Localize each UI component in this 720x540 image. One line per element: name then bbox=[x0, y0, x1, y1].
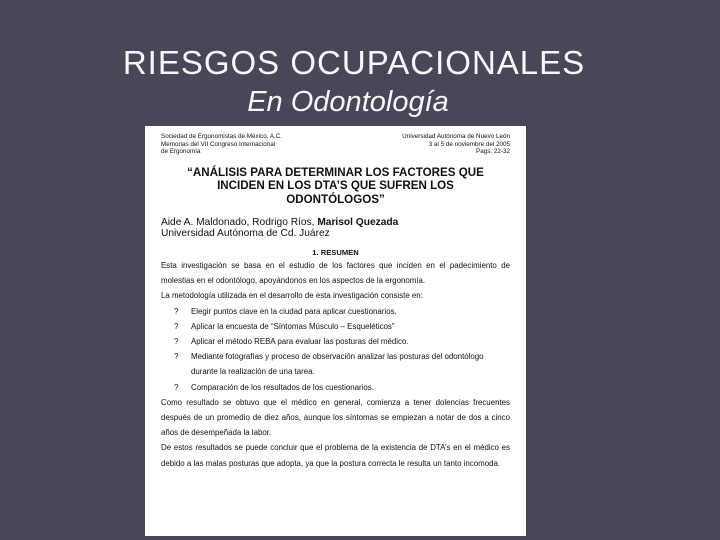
list-item bbox=[161, 380, 510, 395]
list-item-text: Comparación de los resultados de los cuestionarios. bbox=[191, 382, 374, 392]
list-item bbox=[161, 304, 510, 319]
authors-bold: Marisol Quezada bbox=[317, 217, 399, 228]
bullet-marker: ? bbox=[174, 306, 179, 316]
header-left: Sociedad de Ergonomistas de México, A.C. Memorias del VII Congreso Internacional de Ergonomía bbox=[161, 133, 283, 156]
header-right: Universidad Autónoma de Nuevo León 3 al 5 de noviembre del 2005 Pags. 22-32 bbox=[402, 133, 510, 156]
methodology-list bbox=[161, 304, 510, 395]
list-item-text: Elegir puntos clave en la ciudad para aplicar cuestionarios. bbox=[191, 306, 397, 316]
document-header bbox=[161, 133, 510, 156]
paragraph-3: Como resultado se obtuvo que el médico en general, comienza a tener dolencias frecuentes después de un promedio de diez años, aunque los síntomas se empiezan a notar de dos a cinco años de desempeñada la labor. bbox=[161, 397, 510, 438]
list-item-text: Mediante fotografías y proceso de observación analizar las posturas del odontólogo durante la realización de una tarea. bbox=[191, 352, 484, 377]
authors-plain: Aide A. Maldonado, Rodrigo Ríos, bbox=[161, 217, 318, 228]
affiliation: Universidad Autónoma de Cd. Juárez bbox=[161, 228, 330, 239]
bullet-marker: ? bbox=[174, 337, 179, 347]
list-item bbox=[161, 349, 510, 379]
authors bbox=[161, 217, 510, 228]
document-image bbox=[145, 126, 526, 536]
list-item bbox=[161, 334, 510, 349]
document-title: “ANÁLISIS PARA DETERMINAR LOS FACTORES QUE INCIDEN EN LOS DTA’S QUE SUFREN LOS ODONTÓLOGOS” bbox=[187, 165, 484, 206]
bullet-marker: ? bbox=[174, 321, 179, 331]
slide-title: RIESGOS OCUPACIONALES bbox=[122, 44, 586, 81]
list-item-text: Aplicar la encuesta de “Síntomas Músculo – Esqueléticos” bbox=[191, 321, 395, 331]
paragraph-1: Esta investigación se basa en el estudio de los factores que inciden en el padecimiento de molestias en el odontólogo, apoyándonos en los aspectos de la ergonomía. bbox=[161, 261, 510, 286]
list-item-text: Aplicar el método REBA para evaluar las posturas del médico. bbox=[191, 337, 409, 347]
section-heading: 1. RESUMEN bbox=[312, 248, 359, 257]
paragraph-2: La metodología utilizada en el desarrollo de esta investigación consiste en: bbox=[161, 291, 423, 301]
bullet-marker: ? bbox=[174, 352, 179, 362]
slide-subtitle: En Odontología bbox=[247, 86, 449, 118]
bullet-marker: ? bbox=[174, 382, 179, 392]
paragraph-4: De estos resultados se puede concluir que el problema de la existencia de DTA’s en el médico es debido a las malas posturas que adopta, ya que la postura correcta le resulta un tanto incomoda. bbox=[161, 443, 510, 468]
list-item bbox=[161, 319, 510, 334]
